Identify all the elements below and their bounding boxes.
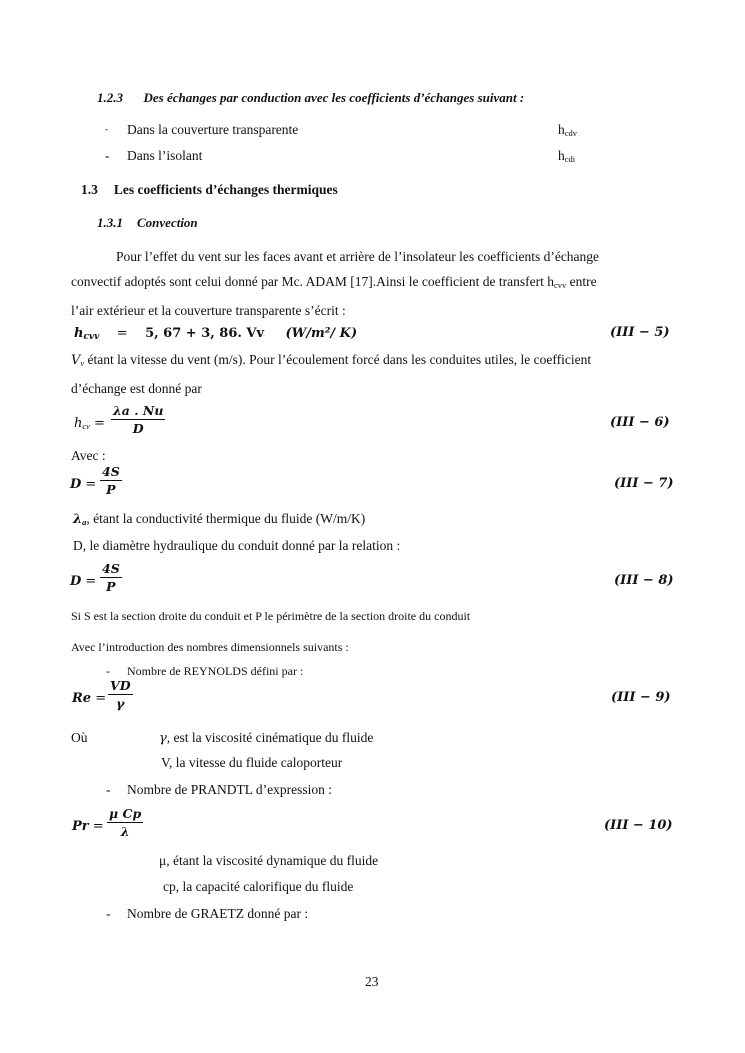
- v-definition: V, la vitesse du fluide caloporteur: [161, 755, 343, 770]
- avec-label: Avec :: [71, 448, 106, 463]
- d-definition: D, le diamètre hydraulique du conduit donné par la relation :: [73, 538, 401, 553]
- equation-number: (III − 8): [614, 573, 674, 588]
- ou-label: Où: [71, 730, 88, 745]
- gamma-definition: γ, est la viscosité cinématique du fluide: [159, 730, 374, 746]
- bullet-dash: -: [105, 124, 108, 134]
- cp-definition: cp, la capacité calorifique du fluide: [163, 879, 354, 894]
- fraction-iii-6: $\frac{\lambda a . Nu}{D}$: [113, 403, 164, 436]
- equation-number: (III − 10): [604, 818, 673, 833]
- section-1-2-3-heading: [97, 90, 524, 106]
- paragraph-velocity: $V_v$ étant la vitesse du vent (m/s). Pour l’écoulement forcé dans les conduites utiles, le coefficient d’échange est donné par: [71, 352, 592, 396]
- equation-iii-6-lhs: $h_{cv}$ =: [74, 416, 105, 431]
- fraction-iii-10: $\frac{\text{μ Cp}}{\lambda}$: [109, 806, 142, 839]
- equation-number: (III − 5): [610, 325, 670, 340]
- bullet-dash: -: [106, 782, 111, 797]
- section-note: Si S est la section droite du conduit et P le périmètre de la section droite du conduit: [71, 609, 471, 623]
- equation-number: (III − 9): [611, 690, 671, 705]
- list-item-symbol: $h_{cdi}$: [558, 148, 576, 164]
- fraction-iii-7: $\frac{4S}{P}$: [102, 464, 120, 497]
- lambda-definition: $\lambda_a$, étant la conductivité thermique du fluide (W/m/K): [73, 511, 366, 527]
- prandtl-label: Nombre de PRANDTL d’expression :: [127, 782, 332, 797]
- equation-number: (III − 7): [614, 476, 674, 491]
- paragraph-convection: Pour l’effet du vent sur les faces avant et arrière de l’insolateur les coefficients d’échange convectif adoptés sont celui donné par Mc. ADAM [17].Ainsi le coefficient de transfert $h_{cvv}$ entre l’air extérieur et la couverture transparente s’écrit :: [71, 249, 600, 318]
- section-1-3-1-heading: 1.3.1 Convection: [97, 215, 198, 230]
- section-title: Des échanges par conduction avec les coefficients d’échanges suivant :: [143, 90, 525, 105]
- list-item-symbol: $h_{cdv}$: [558, 122, 578, 138]
- fraction-iii-9: $\frac{VD}{\gamma}$: [110, 678, 131, 711]
- equation-iii-9-lhs: Re =: [72, 691, 107, 706]
- reynolds-label: Nombre de REYNOLDS défini par :: [127, 664, 304, 678]
- fraction-iii-8: $\frac{4S}{P}$: [102, 561, 120, 594]
- equation-iii-10-lhs: Pr =: [72, 819, 104, 834]
- list-item-label: Dans l’isolant: [127, 148, 203, 163]
- page-number: 23: [365, 974, 379, 989]
- section-number: 1.2.3: [97, 90, 123, 105]
- equation-number: (III − 6): [610, 415, 670, 430]
- graetz-label: Nombre de GRAETZ donné par :: [127, 906, 309, 921]
- mu-definition: μ, étant la viscosité dynamique du fluide: [159, 853, 379, 868]
- list-item-label: Dans la couverture transparente: [127, 122, 299, 137]
- bullet-dash: -: [106, 906, 111, 921]
- equation-iii-5: $h_{cvv} = 5$, 67 + 3, 86. Vv (W/m²/ K): [74, 326, 358, 342]
- section-1-3-heading: 1.3 Les coefficients d’échanges thermiques: [81, 182, 338, 197]
- bullet-dash: -: [106, 664, 110, 678]
- equation-iii-8-lhs: D =: [70, 574, 97, 589]
- equation-iii-7-lhs: D =: [70, 477, 97, 492]
- bullet-dash: -: [105, 148, 110, 163]
- avec-intro: Avec l’introduction des nombres dimensionnels suivants :: [71, 640, 349, 654]
